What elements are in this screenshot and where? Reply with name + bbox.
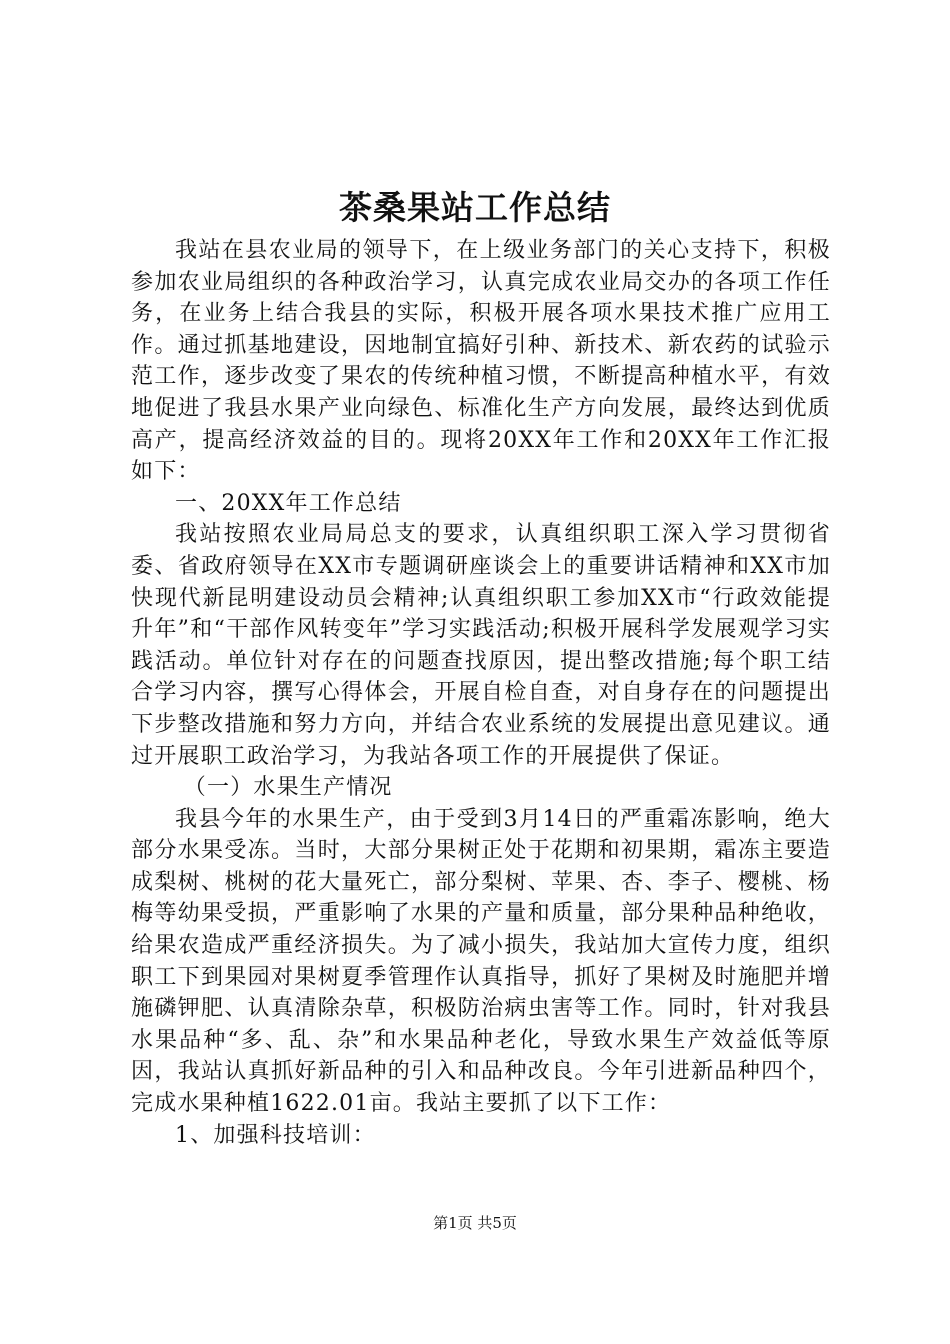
section-heading: 一、20XX年工作总结 (175, 490, 402, 516)
fruit-production-paragraph: 我县今年的水果生产，由于受到3月14日的严重霜冻影响，绝大部分水果受冻。当时，大部分果树正处于花期和初果期，霜冻主要造成梨树、桃树的花大量死亡，部分梨树、苹果、杏、李子、樱桃、杨梅等幼果受损，严重影响了水果的产量和质量，部分果种品种绝收，给果农造成严重经济损失。为了减小损失，我站加大宣传力度，组织职工下到果园对果树夏季管理作认真指导，抓好了果树及时施肥并增施磷钾肥、认真清除杂草，积极防治病虫害等工作。同时，针对我县水果品种“多、乱、杂”和水果品种老化，导致水果生产效益低等原因，我站认真抓好新品种的引入和品种改良。今年引进新品种四个，完成水果种植1622.01亩。我站主要抓了以下工作： (131, 806, 831, 1117)
subsection-heading: （一）水果生产情况 (183, 775, 393, 801)
document-title: 茶桑果站工作总结 (339, 188, 611, 227)
list-item-heading: 1、加强科技培训： (175, 1122, 376, 1148)
page-footer: 第1页 共5页 (433, 1214, 517, 1232)
intro-paragraph: 我站在县农业局的领导下，在上级业务部门的关心支持下，积极参加农业局组织的各种政治学习，认真完成农业局交办的各项工作任务，在业务上结合我县的实际，积极开展各项水果技术推广应用工作。通过抓基地建设，因地制宜搞好引种、新技术、新农药的试验示范工作，逐步改变了果农的传统种植习惯，不断提高种植水平，有效地促进了我县水果产业向绿色、标准化生产方向发展，最终达到优质高产，提高经济效益的目的。现将20XX年工作和20XX年工作汇报如下： (131, 238, 831, 485)
section-paragraph: 我站按照农业局局总支的要求，认真组织职工深入学习贯彻省委、省政府领导在XX市专题调研座谈会上的重要讲话精神和XX市加快现代新昆明建设动员会精神;认真组织职工参加XX市“行政效能提升年”和“干部作风转变年”学习实践活动;积极开展科学发展观学习实践活动。单位针对存在的问题查找原因，提出整改措施;每个职工结合学习内容，撰写心得体会，开展自检自查，对自身存在的问题提出下步整改措施和努力方向，并结合农业系统的发展提出意见建议。通过开展职工政治学习，为我站各项工作的开展提供了保证。 (131, 522, 831, 769)
document-body (131, 235, 831, 1151)
